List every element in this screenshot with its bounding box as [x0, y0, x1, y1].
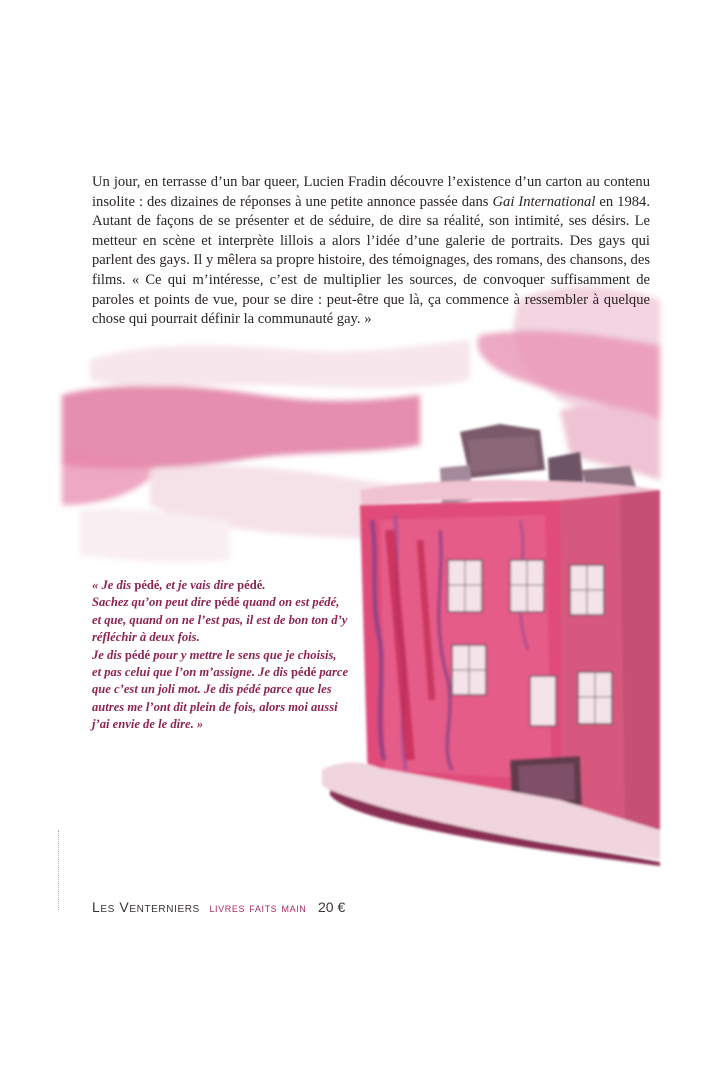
body-text-part-1: Un jour, en terrasse d’un bar queer, Lucien Fradin découvre l’existence d’un carton au contenu insolite : des dizaines de réponses à une petite annonce passée dans [92, 174, 650, 210]
quote-line: et que, quand on ne l’est pas, il est de bon ton d’y [92, 612, 348, 627]
quote-line: réfléchir à deux fois. [92, 630, 200, 645]
quote-line: j’ai envie de le dire. » [92, 717, 204, 732]
body-paragraph [92, 173, 650, 330]
magazine-title: Gai International [492, 193, 596, 210]
publisher-tagline: livres faits main [209, 900, 307, 915]
quote-line: Je dis pédé pour y mettre le sens que je choisis, [92, 647, 337, 662]
quote-line: autres me l’ont dit plein de fois, alors moi aussi [92, 699, 338, 714]
quote-line: Sachez qu’on peut dire pédé quand on est pédé, [92, 595, 340, 610]
quote-line: que c’est un joli mot. Je dis pédé parce que les [92, 682, 332, 697]
building [322, 424, 660, 866]
quote-line: « Je dis pédé, et je vais dire pédé. [92, 578, 266, 592]
body-text-part-2: en 1984. Autant de façons de se présenter et de séduire, de dire sa réalité, son intimité, ses désirs. Le metteur en scène et interprète lillois a alors l’idée d’une galerie de portraits. Des gays qui parlent des gays. Il y mêlera sa propre histoire, des témoignages, des romans, des chansons, des films. « Ce qui m’intéresse, c’est de multiplier les sources, de convoquer suffisamment de paroles et points de vue, pour se dire : peut-être que là, ça commence à ressembler à quelque chose qui pourrait définir la communauté gay. » [92, 193, 650, 328]
pull-quote [92, 577, 350, 734]
footer [92, 899, 345, 921]
publisher-name: Les Venterniers [92, 899, 200, 915]
price: 20 € [318, 899, 346, 915]
quote-line: et pas celui que l’on m’assigne. Je dis pédé parce [92, 665, 349, 680]
margin-rule [58, 830, 59, 910]
